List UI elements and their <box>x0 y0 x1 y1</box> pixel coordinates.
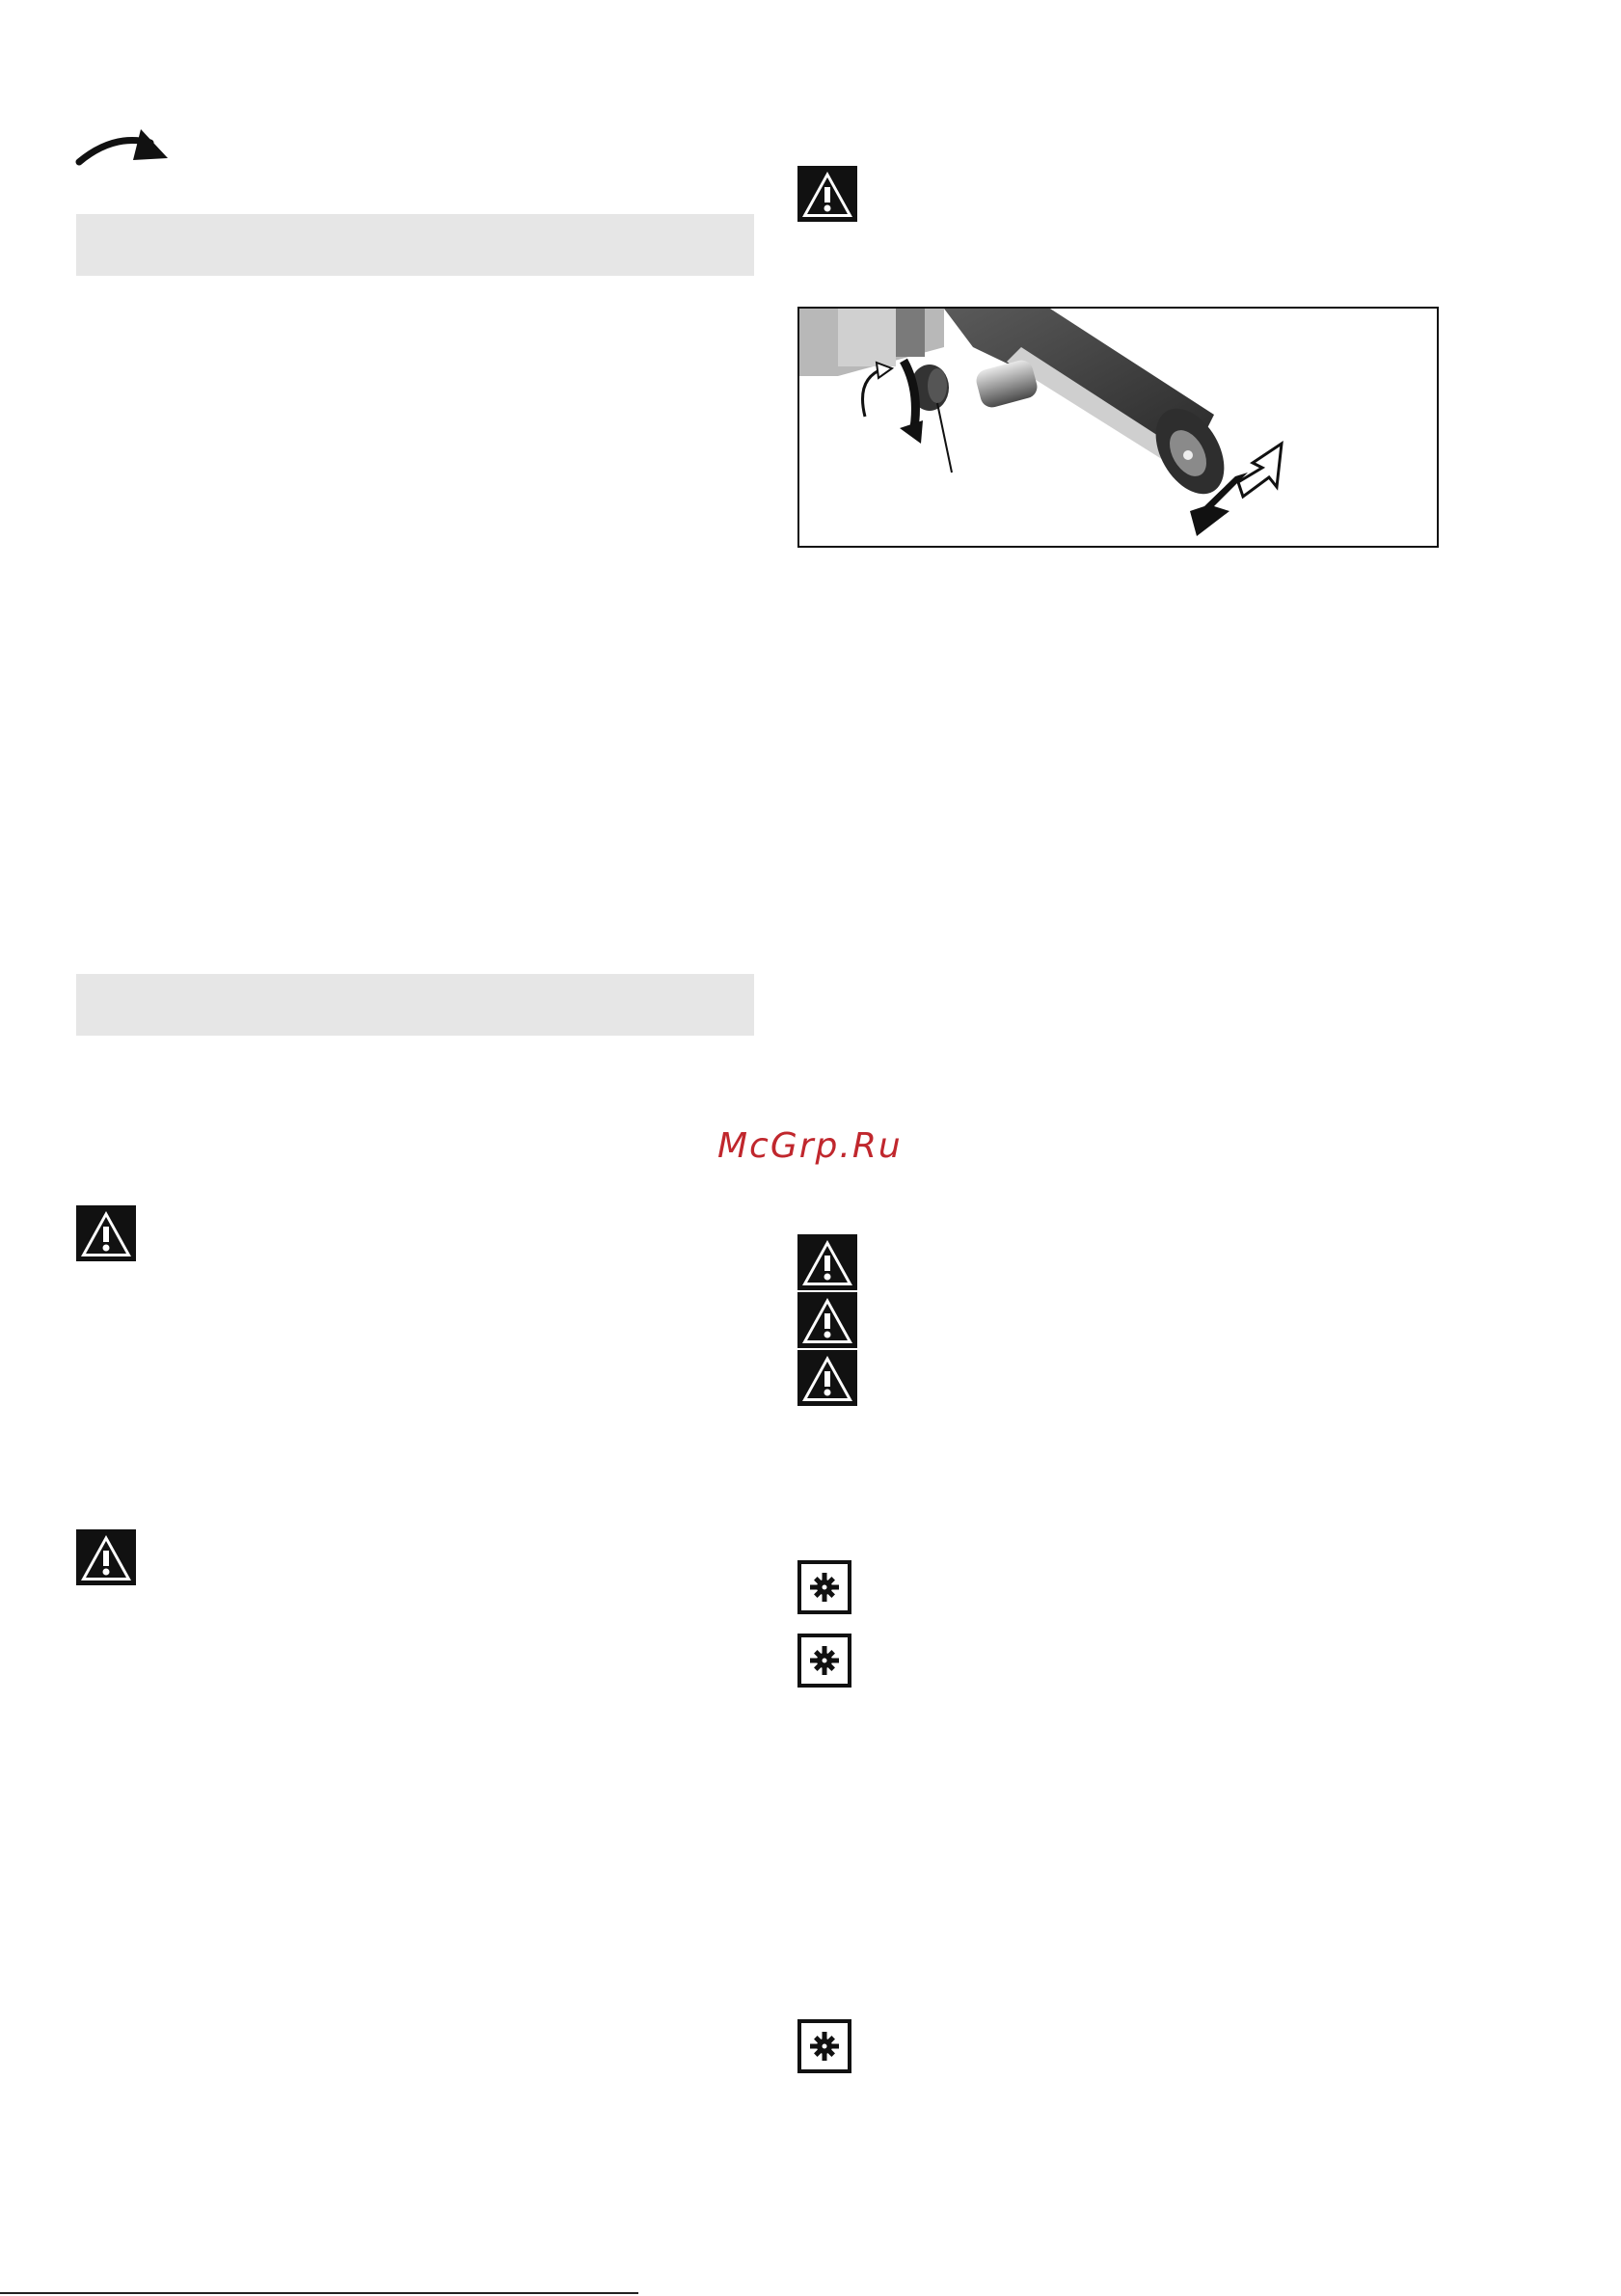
tip-gear-icon <box>797 2019 851 2073</box>
curved-arrow-icon <box>75 127 170 168</box>
warning-triangle-icon <box>797 1350 857 1406</box>
belt-tension-figure <box>797 307 1439 548</box>
footer-rule <box>0 2292 638 2294</box>
section-heading-bar <box>76 214 754 276</box>
warning-triangle-icon <box>76 1529 136 1585</box>
watermark: McGrp.Ru <box>717 1126 903 1166</box>
tip-gear-icon <box>797 1634 851 1688</box>
tip-gear-icon <box>797 1560 851 1614</box>
section-heading-bar <box>76 974 754 1036</box>
warning-triangle-icon <box>76 1205 136 1261</box>
belt-sander-illustration <box>799 309 1437 546</box>
warning-triangle-icon <box>797 1292 857 1348</box>
warning-triangle-icon <box>797 166 857 222</box>
warning-triangle-icon <box>797 1234 857 1290</box>
